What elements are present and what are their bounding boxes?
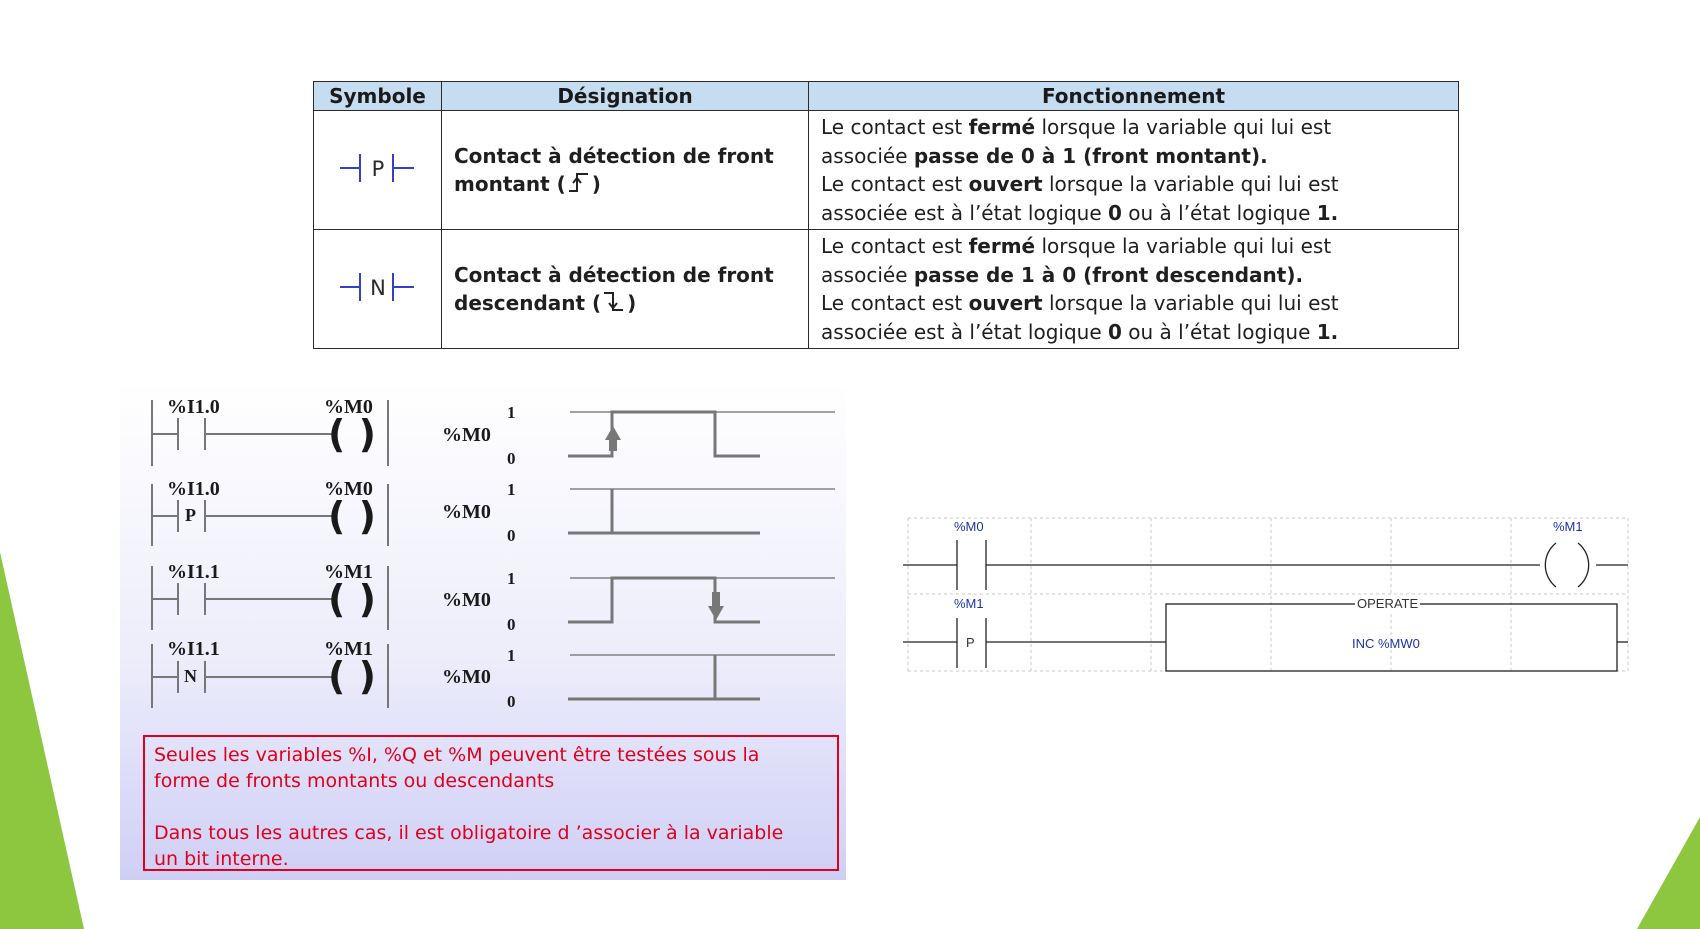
level-low: 0	[507, 692, 516, 711]
note-line: Dans tous les autres cas, il est obligatoire d ’associer à la variable	[154, 822, 784, 844]
input-label: %I1.1	[167, 638, 220, 660]
level-low: 0	[507, 526, 516, 545]
watermark: ​	[963, 364, 1021, 434]
symbol-letter: P	[371, 157, 384, 181]
designation-line: descendant ( )	[454, 291, 637, 315]
signal-label: %M0	[442, 424, 491, 446]
contact-type: P	[185, 505, 196, 525]
operate-block-instruction: INC %MW0	[1352, 636, 1420, 651]
symbol-letter: N	[369, 276, 386, 300]
header-fonctionnement: Fonctionnement	[809, 82, 1459, 111]
coil-right-arc	[1578, 543, 1589, 587]
designation-line: montant ( )	[454, 172, 601, 196]
coil-label: %M1	[324, 638, 373, 660]
note-line: un bit interne.	[154, 848, 289, 870]
input-label: %I1.0	[167, 396, 220, 418]
level-high: 1	[507, 480, 516, 499]
coil-symbol: ( )	[328, 577, 376, 621]
note-line: forme de fronts montants ou descendants	[154, 770, 555, 792]
level-low: 0	[507, 615, 516, 634]
level-high: 1	[507, 569, 516, 588]
level-high: 1	[507, 403, 516, 422]
coil-symbol: ( )	[328, 494, 376, 538]
coil-label: %M0	[324, 396, 373, 418]
designation-line: Contact à détection de front	[454, 263, 774, 287]
contact-type: N	[184, 666, 197, 686]
level-low: 0	[507, 449, 516, 468]
signal-label: %M0	[442, 589, 491, 611]
level-high: 1	[507, 646, 516, 665]
ladder-contact-type: P	[966, 635, 975, 650]
operate-block-title: OPERATE	[1357, 596, 1419, 611]
coil-label: %M1	[324, 561, 373, 583]
ladder-contact-label: %M1	[954, 596, 984, 611]
coil-left-arc	[1545, 543, 1556, 587]
input-label: %I1.1	[167, 561, 220, 583]
note-line: Seules les variables %I, %Q et %M peuvent être testées sous la	[154, 744, 760, 766]
coil-symbol: ( )	[328, 654, 376, 698]
fonctionnement-cell: Le contact est fermé lorsque la variable qui lui est associée passe de 1 à 0 (front descendant). Le contact est ouvert lorsque la variable qui lui est associée est à l’état logique 0 ou à l’état logique 1.	[809, 230, 1459, 349]
coil-label: %M0	[324, 478, 373, 500]
coil-symbol: ( )	[328, 412, 376, 456]
header-designation: Désignation	[442, 82, 809, 111]
signal-label: %M0	[442, 666, 491, 688]
designation-line: Contact à détection de front	[454, 144, 774, 168]
signal-label: %M0	[442, 501, 491, 523]
header-symbole: Symbole	[314, 82, 442, 111]
ladder-grid	[908, 518, 1628, 671]
fonctionnement-cell: Le contact est fermé lorsque la variable qui lui est associée passe de 0 à 1 (front montant). Le contact est ouvert lorsque la variable qui lui est associée est à l’état logique 0 ou à l’état logique 1.	[809, 111, 1459, 230]
ladder-contact-label: %M0	[954, 519, 984, 534]
input-label: %I1.0	[167, 478, 220, 500]
ladder-coil-label: %M1	[1553, 519, 1583, 534]
